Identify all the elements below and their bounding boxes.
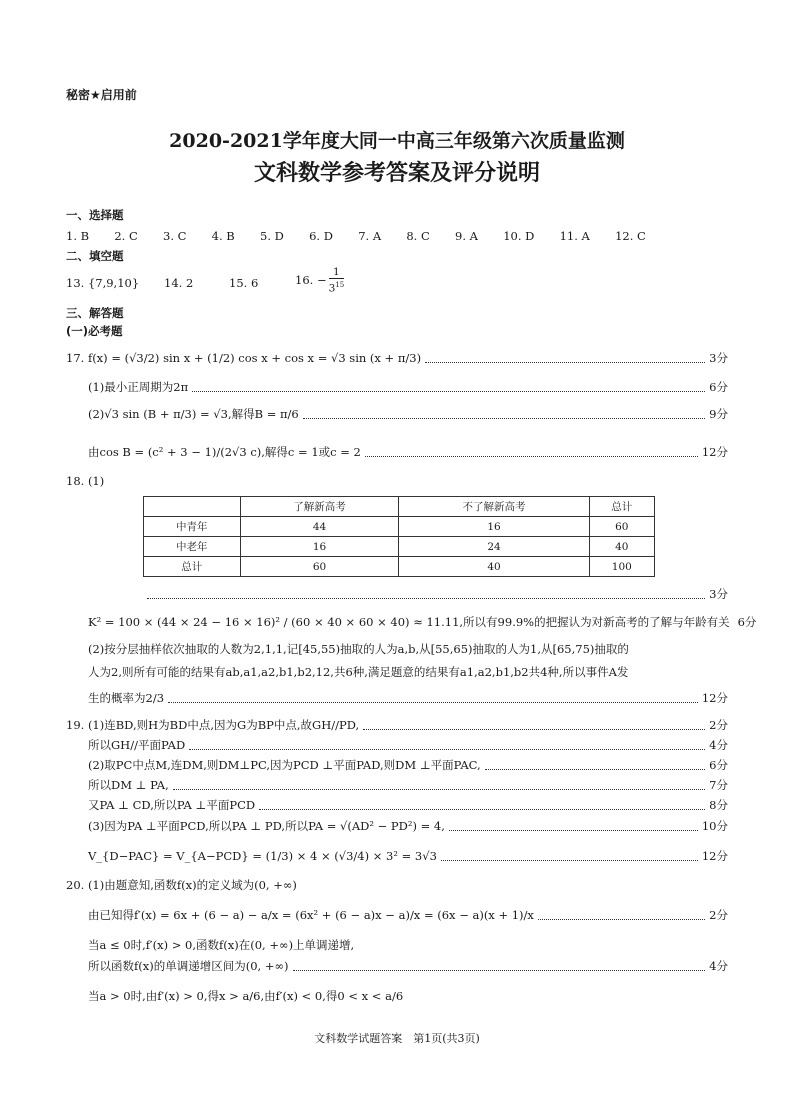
leader-dots: [425, 362, 705, 363]
q17-line-1: [66, 349, 728, 367]
q19-line-7-text: V_{D−PAC} = V_{A−PCD} = (1/3) × 4 × (√3/4) × 3² = 3√3: [88, 849, 437, 863]
q18-k2-line: [88, 613, 757, 631]
fraction-exponent: 15: [335, 281, 345, 289]
table-cell: 16: [399, 517, 589, 537]
leader-dots: [147, 598, 705, 599]
score-label: 3分: [709, 351, 728, 365]
score-label: 4分: [709, 738, 728, 752]
table-cell: 44: [240, 517, 399, 537]
leader-dots: [173, 789, 705, 790]
score-label: 6分: [737, 615, 757, 629]
answer-item: 10. D: [503, 229, 535, 243]
fill-answer-16: [295, 266, 346, 295]
leader-dots: [538, 919, 705, 920]
section-choice-title: 一、选择题: [66, 208, 124, 222]
score-label: 2分: [709, 718, 728, 732]
fill-answer-16-prefix: 16. −: [295, 273, 327, 288]
fraction-numerator: 1: [329, 266, 345, 279]
fill-answer-15: 15. 6: [229, 276, 259, 290]
answer-item: 11. A: [559, 229, 590, 243]
q18-k2-text: K² = 100 × (44 × 24 − 16 × 16)² / (60 × 40 × 60 × 40) ≈ 11.11,所以有99.9%的把握认为对新高考的了解与年龄有关: [88, 615, 730, 629]
q19-line-5-text: 又PA ⊥ CD,所以PA ⊥平面PCD: [88, 798, 256, 812]
q19-line-7: [88, 847, 728, 865]
table-cell: 40: [589, 537, 654, 557]
fill-answer-14: 14. 2: [164, 276, 194, 290]
score-label: 2分: [709, 908, 728, 922]
score-label: 10分: [701, 819, 728, 833]
q19-line-6-text: (3)因为PA ⊥平面PCD,所以PA ⊥ PD,所以PA = √(AD² − PD²) = 4,: [88, 819, 445, 833]
score-label: 12分: [701, 691, 728, 705]
q20-line-3: 当a ≤ 0时,f′(x) > 0,函数f(x)在(0, +∞)上单调递增,: [88, 938, 355, 952]
table-header-cell: 总计: [589, 497, 654, 517]
q18-part2-line-2: 人为2,则所有可能的结果有ab,a1,a2,b1,b2,12,共6种,满足题意的结果有a1,a2,b1,b2共4种,所以事件A发: [88, 665, 629, 679]
score-label: 3分: [709, 587, 728, 601]
answer-item: 7. A: [358, 229, 382, 243]
q18-part2-line-3: [88, 689, 728, 707]
answer-item: 8. C: [406, 229, 430, 243]
leader-dots: [449, 830, 698, 831]
table-header-cell: 了解新高考: [240, 497, 399, 517]
leader-dots: [192, 391, 705, 392]
q17-line-3: [88, 405, 728, 423]
q17-line-2: [88, 378, 728, 396]
q19-line-3-text: (2)取PC中点M,连DM,则DM⊥PC,因为PCD ⊥平面PAD,则DM ⊥平面PAC,: [88, 758, 481, 772]
section-solve-title: 三、解答题: [66, 306, 124, 320]
confidential-label: 秘密★启用前: [66, 88, 137, 102]
table-cell: 中青年: [144, 517, 241, 537]
answer-item: 5. D: [260, 229, 284, 243]
leader-dots: [303, 418, 705, 419]
q20-line-4-text: 所以函数f(x)的单调递增区间为(0, +∞): [88, 959, 289, 973]
score-label: 7分: [709, 778, 728, 792]
q17-line-4: [88, 443, 728, 461]
q18-part2-line-1: (2)按分层抽样依次抽取的人数为2,1,1,记[45,55)抽取的人为a,b,从[55,65)抽取的人为1,从[65,75)抽取的: [88, 642, 629, 656]
leader-dots: [168, 702, 698, 703]
page-footer: 文科数学试题答案 第1页(共3页): [314, 1032, 480, 1045]
answer-item: 6. D: [309, 229, 333, 243]
q20-line-2: [88, 906, 728, 924]
table-header-cell: [144, 497, 241, 517]
fraction-denominator: 3: [328, 282, 336, 295]
section-fill-title: 二、填空题: [66, 249, 124, 263]
leader-dots: [189, 749, 705, 750]
answer-item: 9. A: [455, 229, 478, 243]
score-label: 6分: [709, 758, 728, 772]
q19-line-3: [88, 756, 728, 774]
leader-dots: [363, 729, 705, 730]
q19-line-1: [66, 716, 728, 734]
table-row: [144, 517, 655, 537]
table-cell: 中老年: [144, 537, 241, 557]
answer-item: 12. C: [615, 229, 646, 243]
q20-line-5: 当a > 0时,由f′(x) > 0,得x > a/6,由f′(x) < 0,得0 < x < a/6: [88, 989, 404, 1003]
table-cell: 40: [399, 557, 589, 577]
q18-table-score: [143, 585, 728, 603]
q17-line-4-text: 由cos B = (c² + 3 − 1)/(2√3 c),解得c = 1或c = 2: [88, 445, 361, 459]
table-cell: 总计: [144, 557, 241, 577]
q20-line-4: [88, 957, 728, 975]
page-subtitle: 文科数学参考答案及评分说明: [253, 161, 540, 186]
leader-dots: [485, 769, 705, 770]
q17-line-3-text: (2)√3 sin (B + π/3) = √3,解得B = π/6: [88, 407, 299, 421]
q20-line-1: 20. (1)由题意知,函数f(x)的定义域为(0, +∞): [66, 878, 297, 892]
leader-dots: [441, 860, 698, 861]
leader-dots: [293, 970, 706, 971]
q17-line-2-text: (1)最小正周期为2π: [88, 380, 189, 394]
table-header-cell: 不了解新高考: [399, 497, 589, 517]
score-label: 12分: [701, 849, 728, 863]
table-cell: 16: [240, 537, 399, 557]
leader-dots: [365, 456, 698, 457]
table-row: [144, 537, 655, 557]
q19-line-5: [88, 796, 728, 814]
q20-line-2-text: 由已知得f′(x) = 6x + (6 − a) − a/x = (6x² + (6 − a)x − a)/x = (6x − a)(x + 1)/x: [88, 908, 534, 922]
answer-item: 2. C: [114, 229, 138, 243]
section-required-title: (一)必考题: [66, 324, 123, 338]
table-cell: 24: [399, 537, 589, 557]
table-cell: 60: [589, 517, 654, 537]
score-label: 12分: [701, 445, 728, 459]
score-label: 4分: [709, 959, 728, 973]
q19-line-2-text: 所以GH//平面PAD: [88, 738, 186, 752]
q19-line-1-text: 19. (1)连BD,则H为BD中点,因为G为BP中点,故GH//PD,: [66, 718, 360, 732]
q19-line-2: [88, 736, 728, 754]
answer-item: 4. B: [211, 229, 235, 243]
table-cell: 60: [240, 557, 399, 577]
table-cell: 100: [589, 557, 654, 577]
answer-item: 1. B: [66, 229, 90, 243]
fill-answer-16-fraction: [329, 266, 345, 295]
leader-dots: [259, 809, 705, 810]
page-title: 2020-2021学年度大同一中高三年级第六次质量监测: [169, 130, 625, 152]
table-header-row: [144, 497, 655, 517]
q18-part2-line-3-text: 生的概率为2/3: [88, 691, 165, 705]
q19-line-6: [88, 817, 728, 835]
q17-line-1-text: 17. f(x) = (√3/2) sin x + (1/2) cos x + cos x = √3 sin (x + π/3): [66, 351, 422, 365]
answer-item: 3. C: [163, 229, 187, 243]
q19-line-4-text: 所以DM ⊥ PA,: [88, 778, 169, 792]
fill-answer-13: 13. {7,9,10}: [66, 276, 140, 290]
table-row: [144, 557, 655, 577]
choice-answers: [66, 229, 646, 243]
q18-label: 18. (1): [66, 474, 105, 488]
contingency-table: [143, 496, 655, 577]
score-label: 6分: [709, 380, 728, 394]
score-label: 8分: [709, 798, 728, 812]
score-label: 9分: [709, 407, 728, 421]
q19-line-4: [88, 776, 728, 794]
